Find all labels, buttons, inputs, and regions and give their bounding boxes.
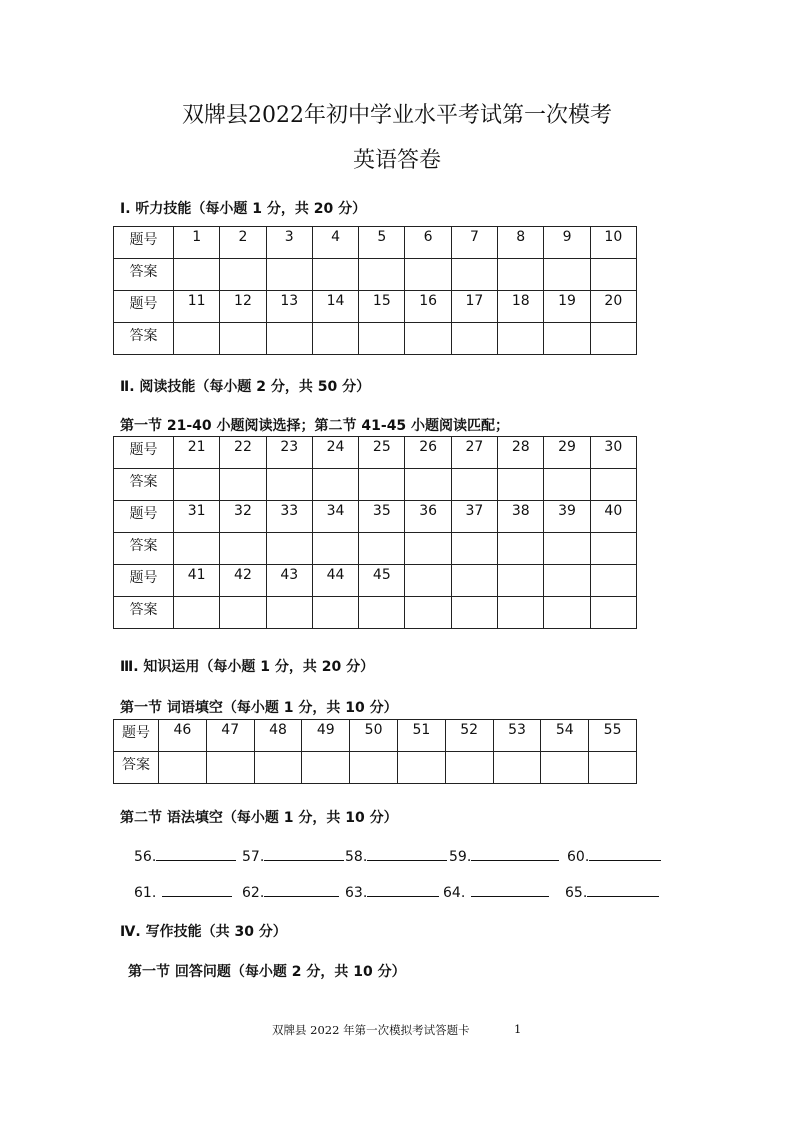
part1-answer-table bbox=[113, 226, 637, 355]
question-number-cell: 47 bbox=[206, 720, 254, 752]
answer-cell[interactable] bbox=[498, 533, 544, 565]
answer-cell[interactable] bbox=[544, 597, 590, 629]
question-number-cell: 33 bbox=[266, 501, 312, 533]
question-number-cell: 21 bbox=[174, 437, 220, 469]
answer-cell[interactable] bbox=[493, 752, 541, 784]
part2-answer-table bbox=[113, 436, 637, 629]
answer-cell[interactable] bbox=[312, 469, 358, 501]
question-number-row bbox=[114, 437, 637, 469]
answer-cell[interactable] bbox=[405, 597, 451, 629]
answer-cell[interactable] bbox=[590, 533, 636, 565]
question-number-cell: 18 bbox=[498, 291, 544, 323]
answer-row bbox=[114, 469, 637, 501]
answer-cell[interactable] bbox=[159, 752, 207, 784]
answer-row bbox=[114, 533, 637, 565]
question-number-cell: 26 bbox=[405, 437, 451, 469]
answer-label: 答案 bbox=[114, 597, 174, 629]
part3-section1-heading: 第一节 词语填空（每小题 1 分，共 10 分） bbox=[120, 700, 398, 716]
answer-cell[interactable] bbox=[266, 597, 312, 629]
question-number-cell bbox=[544, 565, 590, 597]
answer-cell[interactable] bbox=[266, 533, 312, 565]
part1-heading: Ⅰ. 听力技能（每小题 1 分，共 20 分） bbox=[120, 201, 367, 217]
answer-row bbox=[114, 323, 637, 355]
document-subtitle: 英语答卷 bbox=[352, 148, 441, 173]
part2-note: 第一节 21-40 小题阅读选择；第二节 41-45 小题阅读匹配； bbox=[120, 418, 510, 434]
answer-cell[interactable] bbox=[206, 752, 254, 784]
answer-cell[interactable] bbox=[174, 259, 220, 291]
question-number-row bbox=[114, 291, 637, 323]
answer-cell[interactable] bbox=[174, 323, 220, 355]
question-number-cell: 29 bbox=[544, 437, 590, 469]
question-number-row bbox=[114, 720, 637, 752]
part3-heading: Ⅲ. 知识运用（每小题 1 分，共 20 分） bbox=[120, 659, 375, 675]
question-number-cell: 50 bbox=[350, 720, 398, 752]
answer-cell[interactable] bbox=[451, 323, 497, 355]
answer-cell[interactable] bbox=[266, 259, 312, 291]
answer-cell[interactable] bbox=[445, 752, 493, 784]
question-number-cell: 14 bbox=[312, 291, 358, 323]
blank-56[interactable]: 56. bbox=[134, 846, 236, 865]
answer-label: 答案 bbox=[114, 752, 159, 784]
answer-cell[interactable] bbox=[589, 752, 637, 784]
question-number-cell: 51 bbox=[397, 720, 445, 752]
question-number-cell: 41 bbox=[174, 565, 220, 597]
answer-cell[interactable] bbox=[590, 323, 636, 355]
blank-59[interactable]: 59. bbox=[449, 846, 559, 865]
answer-cell[interactable] bbox=[544, 259, 590, 291]
question-number-cell: 31 bbox=[174, 501, 220, 533]
question-number-cell: 40 bbox=[590, 501, 636, 533]
blank-57[interactable]: 57. bbox=[242, 846, 344, 865]
answer-cell[interactable] bbox=[254, 752, 302, 784]
answer-cell[interactable] bbox=[312, 259, 358, 291]
question-number-cell: 23 bbox=[266, 437, 312, 469]
question-number-cell: 1 bbox=[174, 227, 220, 259]
question-number-row bbox=[114, 501, 637, 533]
blank-64[interactable]: 64. bbox=[443, 882, 549, 901]
question-number-cell: 28 bbox=[498, 437, 544, 469]
question-label: 题号 bbox=[114, 501, 174, 533]
answer-cell[interactable] bbox=[498, 469, 544, 501]
question-number-cell: 42 bbox=[220, 565, 266, 597]
question-number-cell: 54 bbox=[541, 720, 589, 752]
question-number-cell bbox=[498, 565, 544, 597]
question-number-row bbox=[114, 227, 637, 259]
question-number-cell: 27 bbox=[451, 437, 497, 469]
answer-cell[interactable] bbox=[405, 469, 451, 501]
question-number-cell: 19 bbox=[544, 291, 590, 323]
answer-cell[interactable] bbox=[590, 259, 636, 291]
answer-cell[interactable] bbox=[451, 259, 497, 291]
answer-cell[interactable] bbox=[590, 469, 636, 501]
question-label: 题号 bbox=[114, 291, 174, 323]
question-number-cell: 35 bbox=[359, 501, 405, 533]
question-number-row bbox=[114, 565, 637, 597]
blank-61[interactable]: 61. bbox=[134, 882, 232, 901]
part2-heading: Ⅱ. 阅读技能（每小题 2 分，共 50 分） bbox=[120, 379, 371, 395]
question-number-cell: 37 bbox=[451, 501, 497, 533]
question-number-cell: 13 bbox=[266, 291, 312, 323]
question-number-cell: 11 bbox=[174, 291, 220, 323]
question-number-cell: 2 bbox=[220, 227, 266, 259]
answer-cell[interactable] bbox=[405, 323, 451, 355]
question-number-cell: 55 bbox=[589, 720, 637, 752]
blank-62[interactable]: 62. bbox=[242, 882, 339, 901]
document-title: 双牌县2022年初中学业水平考试第一次模考 bbox=[182, 103, 612, 128]
answer-cell[interactable] bbox=[302, 752, 350, 784]
answer-cell[interactable] bbox=[451, 597, 497, 629]
blank-60[interactable]: 60. bbox=[567, 846, 661, 865]
question-number-cell: 44 bbox=[312, 565, 358, 597]
answer-cell[interactable] bbox=[498, 259, 544, 291]
part3-section2-heading: 第二节 语法填空（每小题 1 分，共 10 分） bbox=[120, 810, 398, 826]
question-number-cell: 25 bbox=[359, 437, 405, 469]
answer-row bbox=[114, 752, 637, 784]
part4-section1-heading: 第一节 回答问题（每小题 2 分，共 10 分） bbox=[128, 964, 406, 980]
question-number-cell: 38 bbox=[498, 501, 544, 533]
answer-cell[interactable] bbox=[359, 259, 405, 291]
answer-cell[interactable] bbox=[590, 597, 636, 629]
question-number-cell: 53 bbox=[493, 720, 541, 752]
answer-cell[interactable] bbox=[266, 469, 312, 501]
question-number-cell: 15 bbox=[359, 291, 405, 323]
question-number-cell bbox=[590, 565, 636, 597]
question-number-cell: 9 bbox=[544, 227, 590, 259]
answer-cell[interactable] bbox=[405, 533, 451, 565]
answer-row bbox=[114, 597, 637, 629]
question-label: 题号 bbox=[114, 227, 174, 259]
question-number-cell: 34 bbox=[312, 501, 358, 533]
answer-cell[interactable] bbox=[544, 533, 590, 565]
answer-cell[interactable] bbox=[541, 752, 589, 784]
answer-label: 答案 bbox=[114, 323, 174, 355]
answer-cell[interactable] bbox=[498, 597, 544, 629]
answer-cell[interactable] bbox=[312, 323, 358, 355]
answer-cell[interactable] bbox=[397, 752, 445, 784]
answer-cell[interactable] bbox=[312, 597, 358, 629]
answer-label: 答案 bbox=[114, 533, 174, 565]
answer-row bbox=[114, 259, 637, 291]
question-number-cell: 43 bbox=[266, 565, 312, 597]
question-number-cell bbox=[451, 565, 497, 597]
answer-cell[interactable] bbox=[220, 533, 266, 565]
answer-cell[interactable] bbox=[451, 469, 497, 501]
answer-cell[interactable] bbox=[359, 533, 405, 565]
question-number-cell bbox=[405, 565, 451, 597]
question-number-cell: 16 bbox=[405, 291, 451, 323]
page-number: 1 bbox=[514, 1022, 522, 1036]
question-label: 题号 bbox=[114, 720, 159, 752]
question-number-cell: 20 bbox=[590, 291, 636, 323]
question-number-cell: 36 bbox=[405, 501, 451, 533]
question-number-cell: 12 bbox=[220, 291, 266, 323]
question-number-cell: 8 bbox=[498, 227, 544, 259]
answer-cell[interactable] bbox=[498, 323, 544, 355]
question-number-cell: 17 bbox=[451, 291, 497, 323]
question-number-cell: 48 bbox=[254, 720, 302, 752]
question-number-cell: 3 bbox=[266, 227, 312, 259]
answer-cell[interactable] bbox=[174, 533, 220, 565]
answer-label: 答案 bbox=[114, 259, 174, 291]
answer-cell[interactable] bbox=[359, 323, 405, 355]
answer-cell[interactable] bbox=[174, 469, 220, 501]
question-number-cell: 49 bbox=[302, 720, 350, 752]
question-number-cell: 30 bbox=[590, 437, 636, 469]
answer-cell[interactable] bbox=[350, 752, 398, 784]
question-number-cell: 24 bbox=[312, 437, 358, 469]
answer-label: 答案 bbox=[114, 469, 174, 501]
question-number-cell: 6 bbox=[405, 227, 451, 259]
question-number-cell: 46 bbox=[159, 720, 207, 752]
answer-cell[interactable] bbox=[359, 597, 405, 629]
answer-cell[interactable] bbox=[405, 259, 451, 291]
question-number-cell: 7 bbox=[451, 227, 497, 259]
question-number-cell: 39 bbox=[544, 501, 590, 533]
answer-cell[interactable] bbox=[544, 323, 590, 355]
question-number-cell: 4 bbox=[312, 227, 358, 259]
part3-answer-table bbox=[113, 719, 637, 784]
question-number-cell: 10 bbox=[590, 227, 636, 259]
answer-cell[interactable] bbox=[312, 533, 358, 565]
question-number-cell: 32 bbox=[220, 501, 266, 533]
answer-cell[interactable] bbox=[451, 533, 497, 565]
answer-cell[interactable] bbox=[220, 323, 266, 355]
answer-cell[interactable] bbox=[174, 597, 220, 629]
answer-cell[interactable] bbox=[220, 259, 266, 291]
answer-cell[interactable] bbox=[359, 469, 405, 501]
footer-text: 双牌县 2022 年第一次模拟考试答题卡 bbox=[272, 1023, 470, 1037]
answer-cell[interactable] bbox=[544, 469, 590, 501]
answer-cell[interactable] bbox=[220, 469, 266, 501]
question-label: 题号 bbox=[114, 437, 174, 469]
blank-58[interactable]: 58. bbox=[345, 846, 447, 865]
question-number-cell: 45 bbox=[359, 565, 405, 597]
question-number-cell: 52 bbox=[445, 720, 493, 752]
answer-cell[interactable] bbox=[266, 323, 312, 355]
blank-63[interactable]: 63. bbox=[345, 882, 439, 901]
question-label: 题号 bbox=[114, 565, 174, 597]
question-number-cell: 5 bbox=[359, 227, 405, 259]
part4-heading: Ⅳ. 写作技能（共 30 分） bbox=[120, 924, 287, 940]
question-number-cell: 22 bbox=[220, 437, 266, 469]
answer-cell[interactable] bbox=[220, 597, 266, 629]
blank-65[interactable]: 65. bbox=[565, 882, 659, 901]
